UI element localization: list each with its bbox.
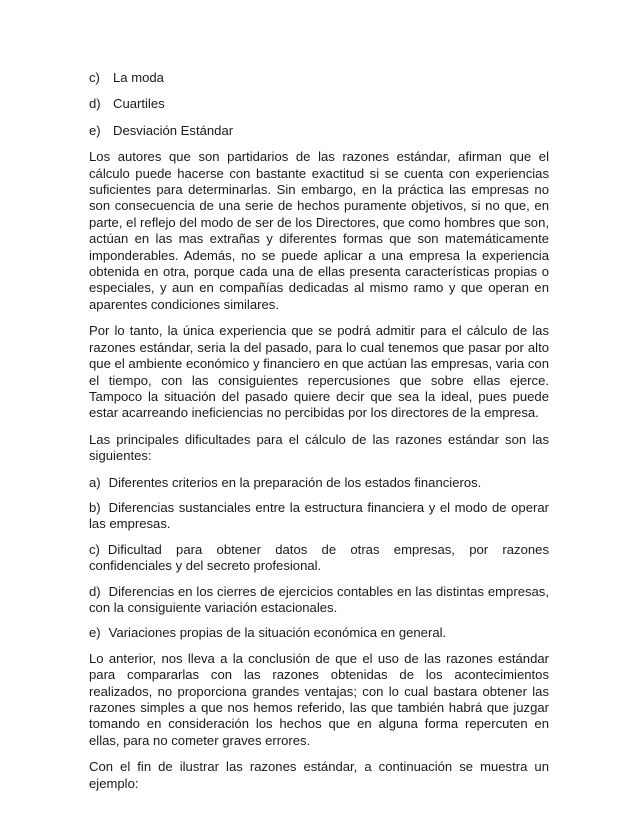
list-marker: b)	[89, 499, 101, 515]
difficulty-item-a	[89, 475, 549, 491]
paragraph-ejemplo: Con el fin de ilustrar las razones estándar, a continuación se muestra un ejemplo:	[89, 759, 549, 791]
difficulty-item-c	[89, 542, 549, 575]
list-marker: d)	[89, 583, 101, 599]
list-item-text: La moda	[113, 70, 164, 85]
difficulty-item-d	[89, 584, 549, 617]
list-item-moda	[89, 70, 549, 86]
list-marker: c)	[89, 70, 100, 85]
list-item-cuartiles	[89, 96, 549, 112]
list-item-text: Diferentes criterios en la preparación de los estados financieros.	[108, 474, 482, 490]
list-item-text: Diferencias en los cierres de ejercicios contables en las distintas empresas, con la consiguiente variación estacionales.	[89, 583, 549, 615]
difficulty-item-e	[89, 625, 549, 641]
list-marker: e)	[89, 625, 101, 641]
paragraph-principales-dificultades: Las principales dificultades para el cálculo de las razones estándar son las siguientes:	[89, 431, 549, 464]
paragraph-conclusion: Lo anterior, nos lleva a la conclusión de que el uso de las razones estándar para compararlas con las razones obtenidas de los acontecimientos realizados, no proporciona grandes ventajas; con lo cual bastara obtener las razones simples a que nos hemos referido, las que también habrá que juzgar tomando en consideración los hechos que en alguna forma repercuten en ellas, para no cometer graves errores.	[89, 650, 549, 748]
list-marker: a)	[89, 474, 101, 490]
list-marker: e)	[89, 122, 101, 138]
difficulty-item-b	[89, 500, 549, 533]
list-marker: c)	[89, 541, 100, 557]
paragraph-autores: Los autores que son partidarios de las razones estándar, afirman que el cálculo puede hacerse con bastante exactitud si se cuenta con experiencias suficientes para determinarlas. Sin embargo, en la práctica las empresas no son consecuencia de una serie de hechos puramente objetivos, si no que, en parte, el reflejo del modo de ser de los Directores, que como hombres que son, actúan en las mas extrañas y diferentes formas que son matemáticamente imponderables. Además, no se puede aplicar a una empresa la experiencia obtenida en otra, porque cada una de ellas presenta características propias o especiales, y aun en compañías dedicadas al mismo ramo y que operan en aparentes condiciones similares.	[89, 149, 549, 312]
list-item-text: Diferencias sustanciales entre la estructura financiera y el modo de operar las empresas.	[89, 499, 549, 532]
list-item-text: Dificultad para obtener datos de otras empresas, por razones confidenciales y del secreto profesional.	[89, 541, 549, 574]
list-item-text: Cuartiles	[113, 96, 165, 112]
list-item-text: Variaciones propias de la situación económica en general.	[108, 625, 447, 641]
page-content	[89, 70, 549, 802]
list-item-desviacion	[89, 123, 549, 139]
list-item-text: Desviación Estándar	[113, 122, 234, 138]
list-marker: d)	[89, 96, 101, 112]
paragraph-por-lo-tanto: Por lo tanto, la única experiencia que se podrá admitir para el cálculo de las razones estándar, seria la del pasado, para lo cual tenemos que pasar por alto que el ambiente económico y financiero en que actúan las empresas, varia con el tiempo, con las consiguientes repercusiones que sobre ellas ejerce. Tampoco la situación del pasado quiere decir que sea la ideal, pues puede estar acarreando ineficiencias no percibidas por los directores de la empresa.	[89, 323, 549, 421]
